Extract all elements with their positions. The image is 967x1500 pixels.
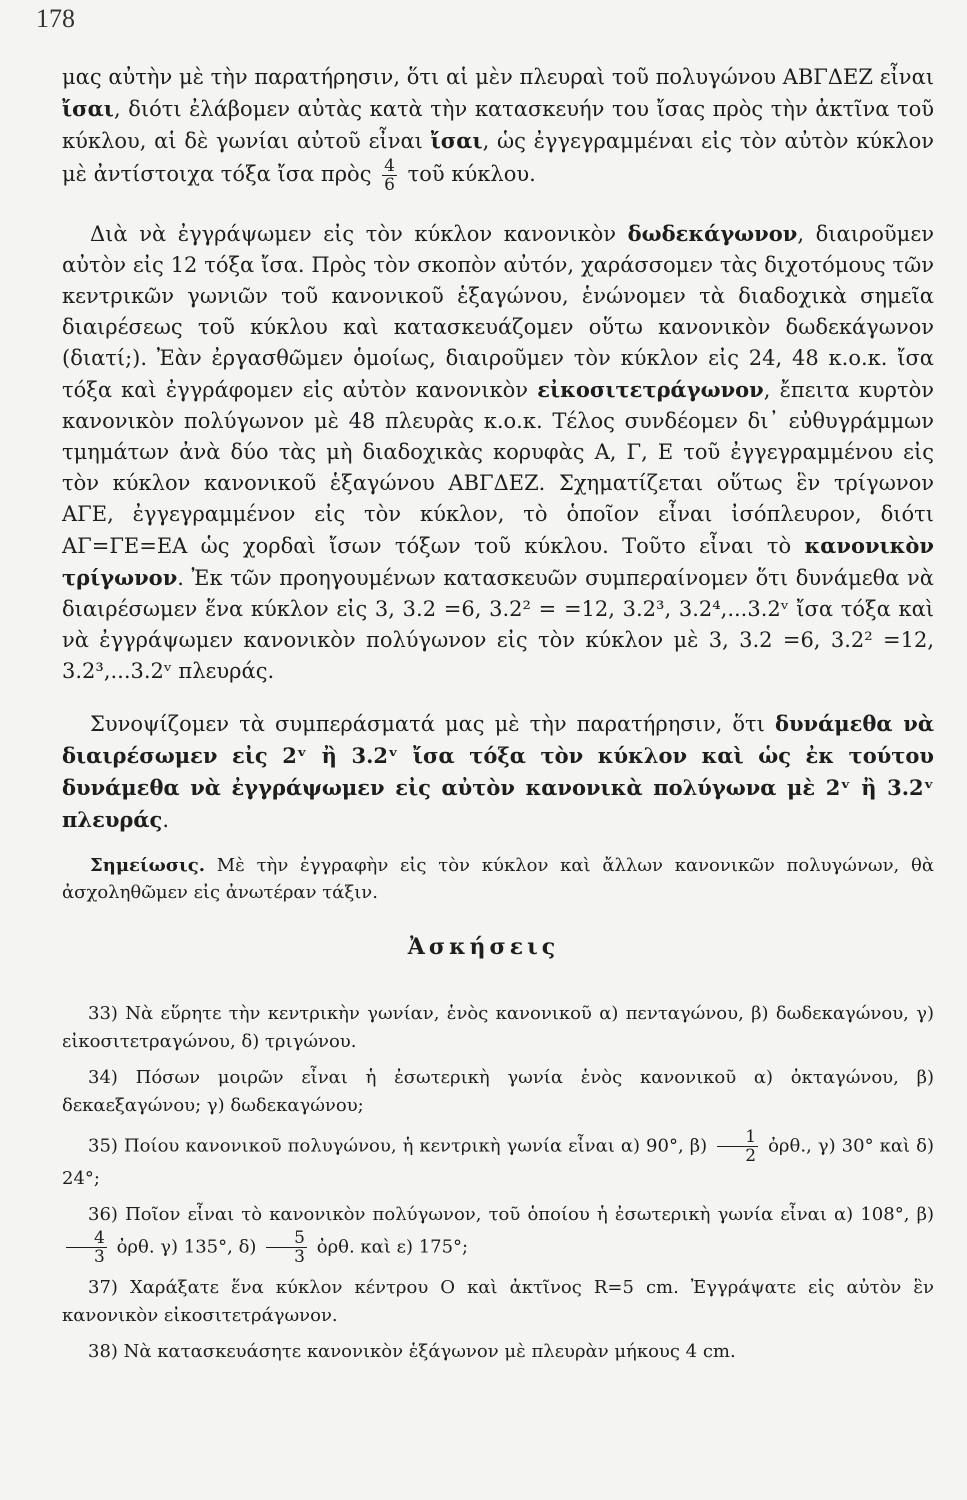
fraction-numerator: 4 (66, 1229, 107, 1248)
exercise-36-text-3: ὀρθ. καὶ ε) 175°; (316, 1236, 469, 1258)
paragraph-hexagon-conclusion (62, 62, 934, 194)
fraction-numerator: 4 (384, 156, 395, 176)
exercises-list (62, 1000, 934, 1374)
para2-bold-dodecagon: δωδεκάγωνον (627, 221, 798, 246)
page-number: 178 (36, 4, 75, 33)
para2-text-4: . Ἐκ τῶν προηγουμένων κατασκευῶν συμπεραίνομεν ὅτι δυνάμεθα νὰ διαιρέσωμεν ἕνα κύκλον εἰς 3, 3.2 =6, 3.2² = =12, 3.2³, 3.2⁴,...3.2ᵛ ἴσα τόξα καὶ νὰ ἐγγράψωμεν κανονικὸν πολύγωνον εἰς τὸν κύκλον μὲ 3, 3.2 =6, 3.2² =12, 3.2³,...3.2ᵛ πλευράς. (62, 566, 934, 683)
para2-bold-icositetragon: εἰκοσιτετράγωνον (537, 377, 764, 402)
para1-bold-1: ἴσαι (62, 96, 114, 121)
exercises-heading: Ἀσκήσεις (407, 934, 560, 960)
exercise-33: 33) Νὰ εὕρητε τὴν κεντρικὴν γωνίαν, ἑνὸς κανονικοῦ α) πενταγώνου, β) δωδεκαγώνου, γ) εἰκοσιτετραγώνου, δ) τριγώνου. (62, 1003, 934, 1052)
fraction-denominator: 3 (294, 1247, 305, 1267)
para1-bold-2: ἴσαι (430, 128, 483, 153)
exercise-35-text-2: ὀρθ., γ) 30° καὶ δ) 24°; (62, 1135, 934, 1189)
note-text: Μὲ τὴν ἐγγραφὴν εἰς τὸν κύκλον καὶ ἄλλων κανονικῶν πολυγώνων, θὰ ἀσχοληθῶμεν εἰς ἀνωτέραν τάξιν. (62, 855, 934, 903)
exercise-36 (62, 1201, 934, 1266)
note-label: Σημείωσις. (90, 855, 205, 876)
fraction-five-thirds (266, 1229, 307, 1266)
fraction-denominator: 2 (745, 1146, 757, 1166)
para2-text-2: , διαιροῦμεν αὐτὸν εἰς 12 τόξα ἴσα. Πρὸς τὸν σκοπὸν αὐτόν, χαράσσομεν τὰς διχοτόμους τῶν κεντρικῶν γωνιῶν τοῦ κανονικοῦ ἑξαγώνου, ἑνώνομεν τὰ διαδοχικὰ σημεῖα διαιρέσεως τοῦ κύκλου καὶ κατασκευάζομεν οὕτω κανονικὸν δωδεκάγωνον (διατί;). Ἐὰν ἐργασθῶμεν ὁμοίως, διαιροῦμεν τὸν κύκλον εἰς 24, 48 κ.ο.κ. ἴσα τόξα καὶ ἐγγράφομεν εἰς αὐτὸν κανονικὸν (62, 222, 934, 402)
para3-text-2: . (162, 808, 170, 832)
exercise-37: 37) Χαράξατε ἕνα κύκλον κέντρου Ο καὶ ἀκτῖνος R=5 cm. Ἐγγράψατε εἰς αὐτὸν ἓν κανονικὸν εἰκοσιτετράγωνον. (62, 1277, 934, 1326)
exercise-34: 34) Πόσων μοιρῶν εἶναι ἡ ἐσωτερικὴ γωνία ἑνὸς κανονικοῦ α) ὀκταγώνου, β) δεκαεξαγώνου; γ) δωδεκαγώνου; (62, 1067, 934, 1116)
para1-text-4: τοῦ κύκλου. (407, 162, 536, 186)
fraction-numerator: 1 (717, 1128, 758, 1147)
exercise-38: 38) Νὰ κατασκευάσητε κανονικὸν ἑξάγωνον μὲ πλευρὰν μήκους 4 cm. (88, 1341, 736, 1362)
para3-text-1: Συνοψίζομεν τὰ συμπεράσματά μας μὲ τὴν παρατήρησιν, ὅτι (90, 712, 775, 736)
paragraph-summary (62, 708, 934, 836)
fraction-denominator: 6 (384, 175, 395, 195)
para2-text-3: , ἔπειτα κυρτὸν κανονικὸν πολύγωνον μὲ 48 πλευρὰς κ.ο.κ. Τέλος συνδέομεν δι᾿ εὐθυγράμμων τμημάτων ἀνὰ δύο τὰς μὴ διαδοχικὰς κορυφὰς Α, Γ, Ε τοῦ ἐγγεγραμμένου εἰς τὸν κύκλον κανονικοῦ ἑξαγώνου ΑΒΓΔΕΖ. Σχηματίζεται οὕτως ἓν τρίγωνον ΑΓΕ, ἐγγεγραμμένον εἰς τὸν κύκλον, τὸ ὁποῖον εἶναι ἰσόπλευρον, διότι ΑΓ=ΓΕ=ΕΑ ὡς χορδαὶ ἴσων τόξων τοῦ κύκλου. Τοῦτο εἶναι τὸ (62, 378, 934, 558)
para1-text-3: , ὡς ἐγγεγραμμέναι εἰς τὸν αὐτὸν κύκλον μὲ ἀντίστοιχα τόξα ἴσα πρὸς (62, 129, 934, 186)
para1-text-2: , διότι ἐλάβομεν αὐτὰς κατὰ τὴν κατασκευήν του ἴσας πρὸς τὴν ἀκτῖνα τοῦ κύκλου, αἱ δὲ γωνίαι αὐτοῦ εἶναι (62, 97, 934, 153)
note-paragraph (62, 852, 934, 906)
exercise-36-text-2: ὀρθ. γ) 135°, δ) (116, 1236, 257, 1258)
para2-text-1: Διὰ νὰ ἐγγράψωμεν εἰς τὸν κύκλον κανονικὸν (90, 222, 628, 246)
fraction-four-thirds (66, 1229, 107, 1266)
paragraph-dodecagon (62, 218, 934, 687)
exercise-35 (62, 1128, 934, 1193)
fraction-four-sixths (382, 157, 397, 194)
para1-text-1: μας αὐτὴν μὲ τὴν παρατήρησιν, ὅτι αἱ μὲν πλευραὶ τοῦ πολυγώνου ΑΒΓΔΕΖ εἶναι (62, 65, 934, 89)
para2-bold-triangle: κανονικὸν τρίγωνον (62, 533, 934, 590)
fraction-one-half (717, 1128, 758, 1165)
exercise-35-text-1: 35) Ποίου κανονικοῦ πολυγώνου, ἡ κεντρικὴ γωνία εἶναι α) 90°, β) (88, 1135, 708, 1157)
fraction-numerator: 5 (266, 1229, 307, 1248)
para3-bold-conclusion: δυνάμεθα νὰ διαιρέσωμεν εἰς 2ᵛ ἢ 3.2ᵛ ἴσα τόξα τὸν κύκλον καὶ ὡς ἐκ τούτου δυνάμεθα νὰ ἐγγράψωμεν εἰς αὐτὸν κανονικὰ πολύγωνα μὲ 2ᵛ ἢ 3.2ᵛ πλευράς (62, 711, 935, 832)
fraction-denominator: 3 (94, 1247, 105, 1267)
exercise-36-text-1: 36) Ποῖον εἶναι τὸ κανονικὸν πολύγωνον, τοῦ ὁποίου ἡ ἐσωτερικὴ γωνία εἶναι α) 108°, β) (88, 1204, 934, 1225)
